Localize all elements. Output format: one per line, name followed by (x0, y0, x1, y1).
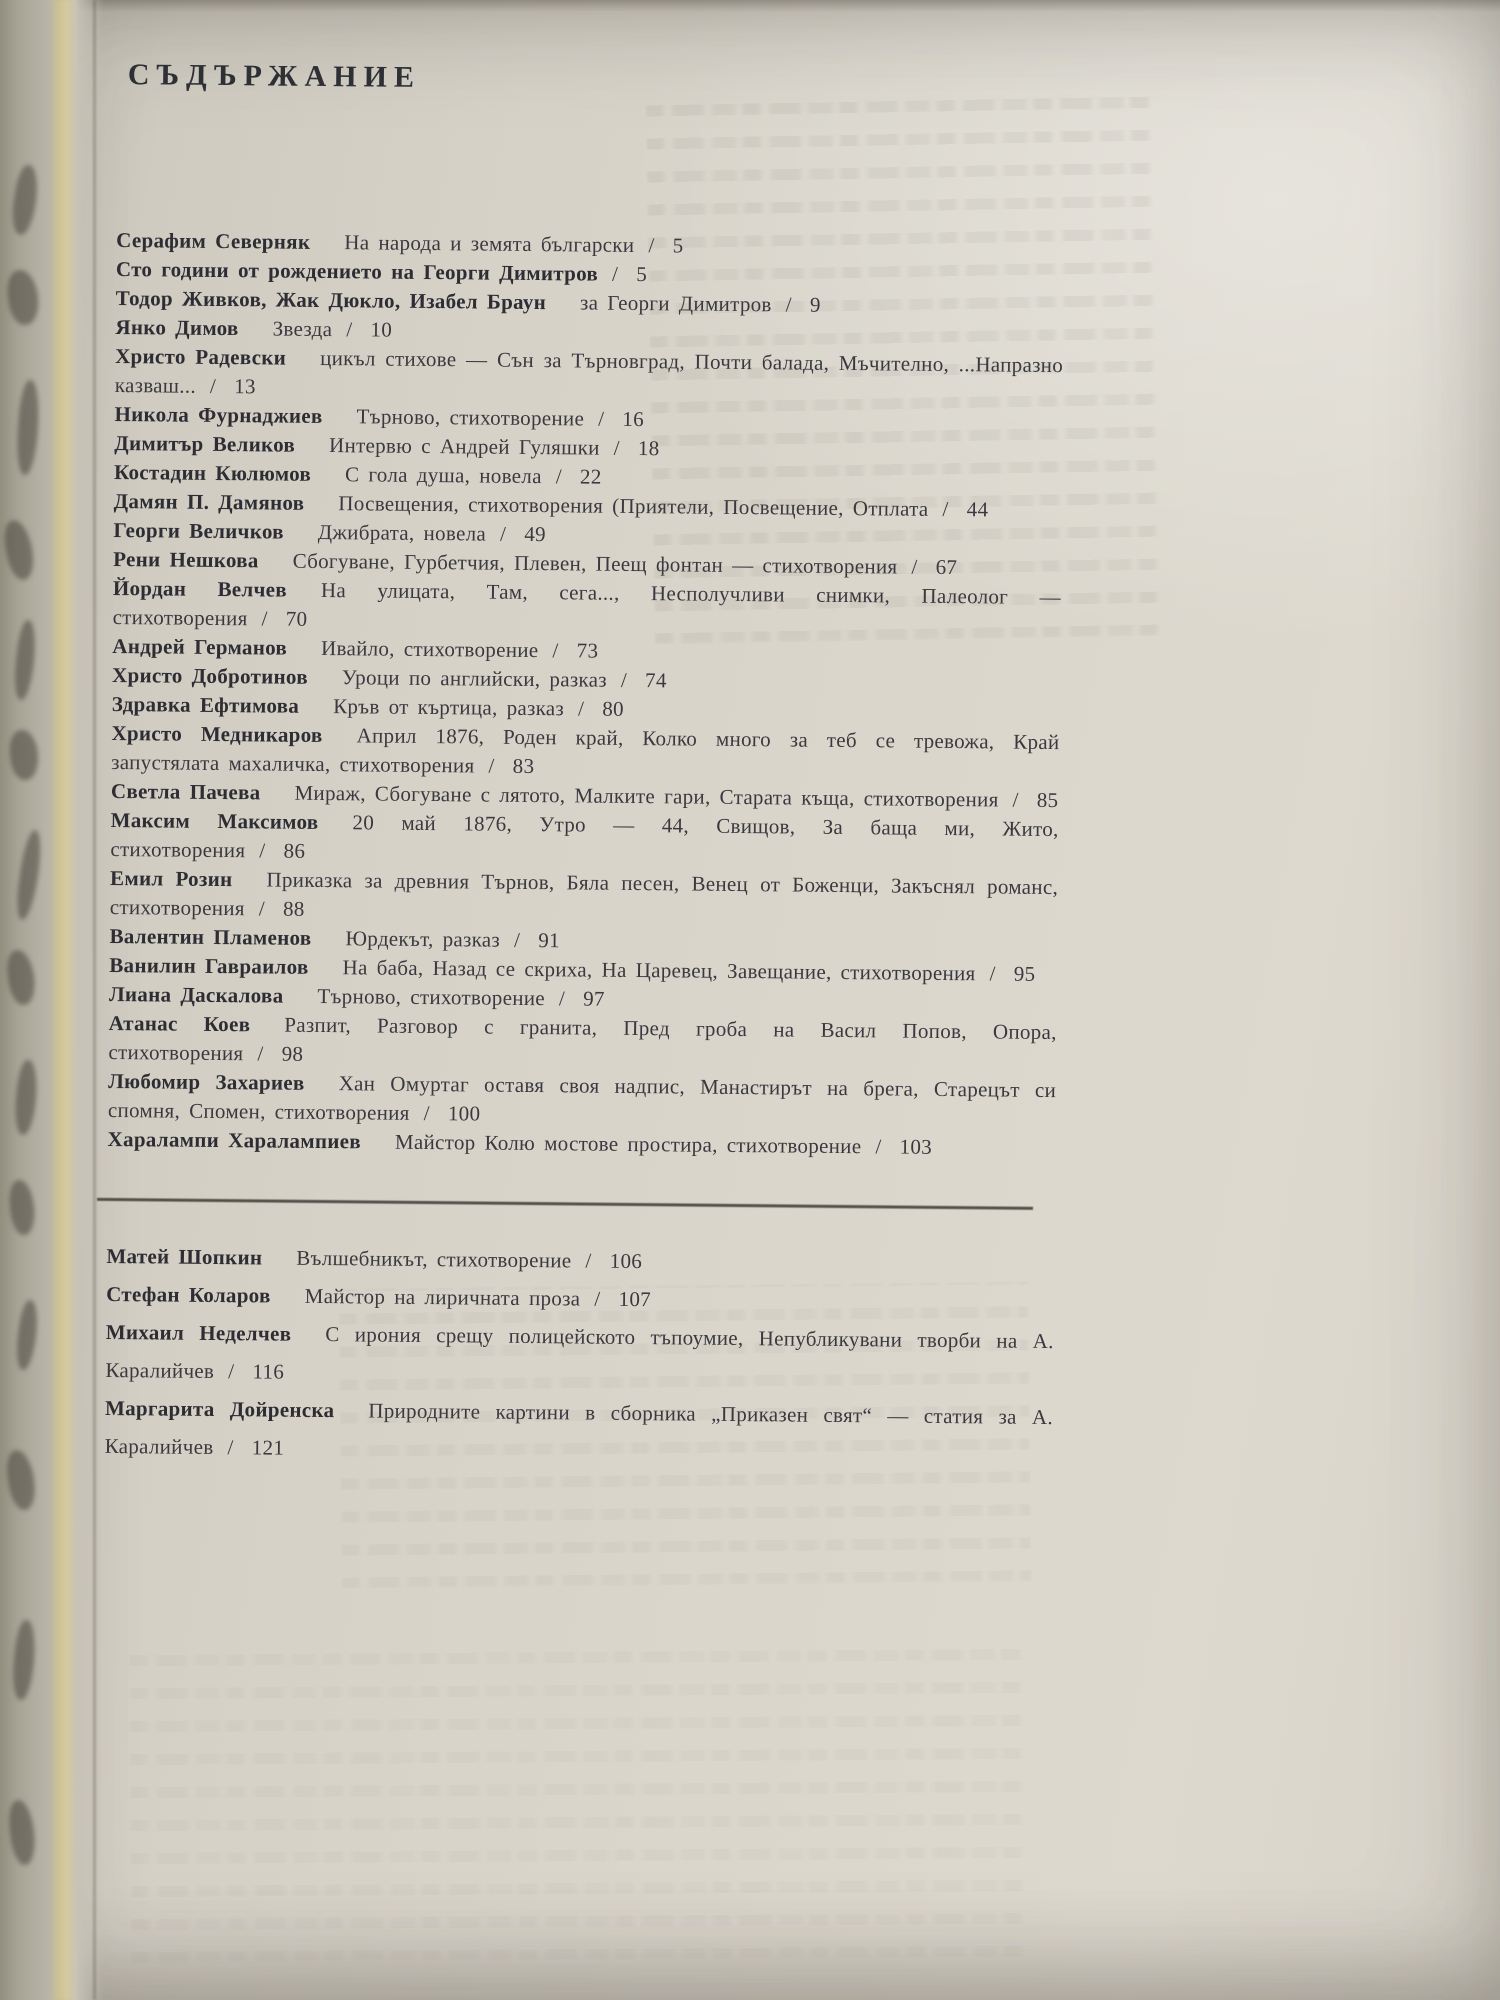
entry-author: Дамян П. Дамянов (113, 488, 305, 515)
gutter-crease-line (93, 0, 96, 2000)
entry-author: Валентин Пламенов (109, 923, 312, 950)
entry-page-number: / 70 (261, 606, 308, 631)
entry-author: Лиана Даскалова (108, 981, 284, 1008)
section-divider (97, 1198, 1033, 1210)
entry-author: Сто години от рождението на Георги Димитров (115, 256, 599, 286)
toc-entry (111, 719, 1060, 786)
entry-page-number: / 91 (513, 927, 561, 953)
entry-author: Христо Радевски (115, 343, 287, 370)
entry-page-number: / 107 (594, 1286, 652, 1312)
entry-author: Михаил Неделчев (105, 1319, 292, 1346)
toc-entry (110, 806, 1059, 873)
page-top-edge-shadow (0, 0, 1500, 12)
entry-titles: Майстор на лиричната проза (304, 1283, 581, 1311)
table-of-contents (104, 58, 1065, 1474)
entry-page-number: / 67 (911, 554, 958, 580)
entry-titles: цикъл стихове — Сън за Търновград, Почти балада, Мъчително, ...Напразно казваш... (114, 345, 1064, 398)
entry-author: Рени Нешкова (113, 546, 259, 573)
page-title: СЪДЪРЖАНИЕ (127, 58, 422, 94)
toc-footer-entries (104, 1237, 1054, 1474)
entry-page-number: / 80 (577, 696, 625, 721)
entry-author: Максим Максимов (110, 807, 319, 834)
entry-page-number: / 74 (620, 667, 667, 693)
entry-titles: Юрдекът, разказ (345, 926, 501, 952)
entry-author: Христо Медникаров (111, 720, 323, 747)
entry-author: Харалампи Харалампиев (107, 1126, 362, 1154)
entry-author: Емил Розин (110, 865, 233, 892)
entry-author: Йордан Велчев (112, 575, 288, 602)
entry-titles: Звезда (272, 316, 333, 342)
entry-page-number: / 5 (611, 261, 648, 287)
toc-entry (108, 1009, 1057, 1076)
entry-author: Никола Фурнаджиев (114, 401, 323, 428)
entry-author: Георги Величков (113, 517, 284, 544)
entry-page-number: / 73 (552, 638, 599, 663)
entry-titles: Посвещения, стихотворения (Приятели, Посвещение, Отплата (338, 491, 929, 521)
entry-titles: Приказка за древния Търнов, Бяла песен, Венец от Боженци, Закъснял романс, стихотворения (109, 867, 1059, 921)
entry-page-number: / 49 (499, 521, 547, 547)
entry-author: Тодор Живков, Жак Дюкло, Изабел Браун (115, 285, 547, 315)
entry-titles: Разпит, Разговор с гранита, Пред гроба на Васил Попов, Опора, стихотворения (108, 1012, 1057, 1066)
binding-gutter (0, 0, 104, 2000)
entry-titles: Интервю с Андрей Гуляшки (328, 433, 600, 460)
entry-page-number: / 95 (989, 961, 1036, 986)
entry-author: Костадин Кюлюмов (113, 459, 312, 486)
entry-page-number: / 88 (258, 896, 305, 921)
toc-entry (112, 574, 1061, 641)
entry-titles: Природните картини в сборника „Приказен свят“ — статия за А. Каралийчев (104, 1398, 1054, 1459)
entry-page-number: / 103 (875, 1134, 933, 1159)
entry-titles: Кръв от къртица, разказ (333, 694, 565, 721)
entry-page-number: / 116 (228, 1359, 285, 1384)
entry-titles: Сбогуване, Гурбетчия, Плевен, Пеещ фонтан — стихотворения (292, 548, 898, 579)
entry-titles: На улицата, Там, сега..., Несполучливи снимки, Палеолог — стихотворения (112, 577, 1061, 631)
entry-page-number: / 5 (648, 233, 684, 258)
entry-titles: На народа и земята български (344, 230, 635, 257)
entry-titles: Мираж, Сбогуване с лятото, Малките гари, Старата къща, стихотворения (294, 780, 999, 812)
entry-author: Серафим Северняк (116, 227, 311, 254)
entry-page-number: / 121 (227, 1435, 285, 1460)
entry-page-number: / 85 (1012, 787, 1059, 813)
entry-author: Светла Пачева (110, 778, 261, 805)
entry-titles: 20 май 1876, Утро — 44, Свищов, За баща ми, Жито, стихотворения (110, 810, 1059, 863)
entry-page-number: / 10 (346, 317, 393, 342)
entry-author: Андрей Германов (112, 633, 288, 660)
entry-titles: Търново, стихотворение (356, 404, 585, 431)
entry-titles: Търново, стихотворение (317, 983, 546, 1011)
toc-entry (104, 1389, 1053, 1474)
entry-author: Христо Добротинов (111, 662, 309, 689)
showthrough-ghost-bottom (129, 1637, 1031, 1963)
entry-author: Любомир Захариев (108, 1068, 305, 1095)
entry-titles: Вълшебникът, стихотворение (296, 1245, 572, 1273)
entry-titles: Уроци по английски, разказ (341, 665, 607, 692)
entry-titles: Джибрата, новела (317, 519, 487, 546)
entry-author: Атанас Коев (108, 1010, 251, 1037)
toc-entry (110, 864, 1059, 931)
previous-page-edge (50, 0, 78, 2000)
entry-page-number: / 44 (942, 496, 989, 522)
entry-page-number: / 100 (423, 1100, 481, 1126)
entry-page-number: / 9 (785, 292, 821, 317)
entry-titles: за Георги Димитров (579, 290, 772, 317)
entry-author: Ванилин Гавраилов (109, 952, 309, 979)
entry-page-number: / 86 (259, 838, 306, 863)
entry-author: Димитър Великов (114, 430, 296, 457)
entry-page-number: / 98 (257, 1041, 304, 1066)
entry-titles: С ирония срещу полицейското тъпоумие, Непубликувани творби на А. Каралийчев (105, 1322, 1054, 1383)
entry-titles: С гола душа, новела (345, 462, 542, 489)
entry-page-number: / 16 (598, 406, 645, 432)
entry-titles: На баба, Назад се скриха, На Царевец, Завещание, стихотворения (342, 955, 976, 986)
entry-page-number: / 22 (555, 464, 602, 489)
entry-author: Янко Димов (115, 314, 239, 341)
entry-author: Маргарита Дойренска (104, 1395, 335, 1423)
toc-entry (108, 1067, 1057, 1134)
entry-page-number: / 13 (209, 373, 256, 399)
entry-page-number: / 97 (558, 986, 605, 1011)
entry-page-number: / 18 (613, 435, 660, 461)
entry-titles: Ивайло, стихотворение (320, 635, 539, 663)
toc-entry (105, 1313, 1054, 1398)
toc-main-entries (107, 226, 1064, 1163)
entry-author: Матей Шопкин (106, 1243, 263, 1270)
entry-page-number: / 83 (488, 753, 535, 779)
entry-author: Здравка Ефтимова (111, 691, 300, 718)
entry-titles: Хан Омуртаг оставя своя надпис, Манастирът на брега, Старецът си спомня, Спомен, стихотворения (107, 1071, 1057, 1125)
entry-titles: Април 1876, Роден край, Колко много за теб се тревожа, Край запустялата махаличка, стихотворения (111, 723, 1060, 778)
entry-titles: Майстор Колю мостове простира, стихотворение (394, 1129, 862, 1159)
entry-page-number: / 106 (585, 1248, 643, 1274)
toc-entry (115, 342, 1064, 409)
entry-author: Стефан Коларов (106, 1281, 271, 1308)
